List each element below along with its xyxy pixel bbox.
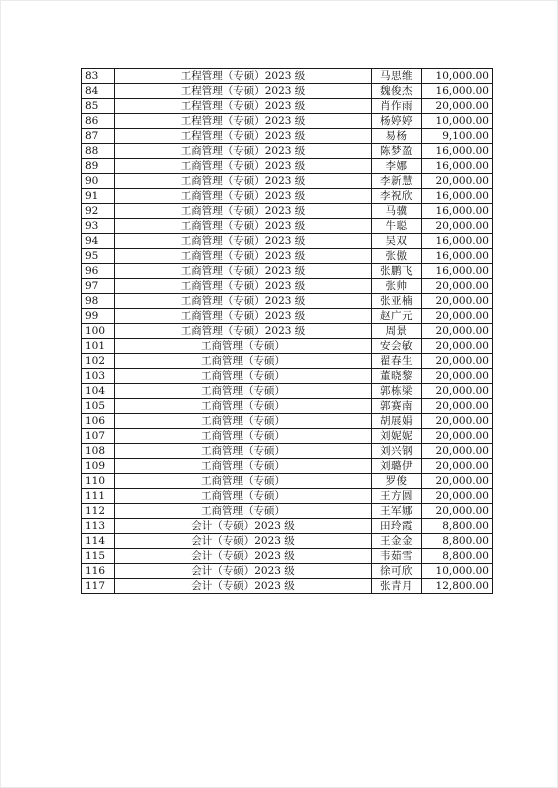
amount-cell: 12,800.00 xyxy=(422,579,493,594)
row-number-cell: 117 xyxy=(82,579,115,594)
row-number-cell: 86 xyxy=(82,114,115,129)
amount-cell: 20,000.00 xyxy=(422,309,493,324)
program-cell: 工商管理（专硕）2023 级 xyxy=(115,204,372,219)
row-number-cell: 90 xyxy=(82,174,115,189)
student-name-cell: 翟春生 xyxy=(372,354,422,369)
student-name-cell: 安会敏 xyxy=(372,339,422,354)
amount-cell: 16,000.00 xyxy=(422,249,493,264)
table-row xyxy=(82,189,493,204)
table-row xyxy=(82,474,493,489)
student-name-cell: 郭栋梁 xyxy=(372,384,422,399)
row-number-cell: 116 xyxy=(82,564,115,579)
amount-cell: 20,000.00 xyxy=(422,489,493,504)
table-row xyxy=(82,414,493,429)
table-row xyxy=(82,159,493,174)
table-row xyxy=(82,114,493,129)
table-row xyxy=(82,384,493,399)
amount-cell: 20,000.00 xyxy=(422,279,493,294)
program-cell: 工商管理（专硕） xyxy=(115,504,372,519)
row-number-cell: 89 xyxy=(82,159,115,174)
student-name-cell: 罗俊 xyxy=(372,474,422,489)
student-name-cell: 刘妮妮 xyxy=(372,429,422,444)
row-number-cell: 106 xyxy=(82,414,115,429)
program-cell: 工商管理（专硕） xyxy=(115,489,372,504)
amount-cell: 20,000.00 xyxy=(422,99,493,114)
amount-cell: 8,800.00 xyxy=(422,534,493,549)
row-number-cell: 87 xyxy=(82,129,115,144)
student-name-cell: 马骥 xyxy=(372,204,422,219)
amount-cell: 16,000.00 xyxy=(422,234,493,249)
row-number-cell: 112 xyxy=(82,504,115,519)
program-cell: 工商管理（专硕）2023 级 xyxy=(115,234,372,249)
program-cell: 工商管理（专硕）2023 级 xyxy=(115,174,372,189)
table-row xyxy=(82,549,493,564)
row-number-cell: 104 xyxy=(82,384,115,399)
table-row xyxy=(82,399,493,414)
table-row xyxy=(82,84,493,99)
amount-cell: 20,000.00 xyxy=(422,429,493,444)
row-number-cell: 102 xyxy=(82,354,115,369)
amount-cell: 20,000.00 xyxy=(422,474,493,489)
table-row xyxy=(82,264,493,279)
table-row xyxy=(82,294,493,309)
student-name-cell: 肖作雨 xyxy=(372,99,422,114)
student-name-cell: 刘兴钢 xyxy=(372,444,422,459)
program-cell: 会计（专硕）2023 级 xyxy=(115,549,372,564)
student-name-cell: 李娜 xyxy=(372,159,422,174)
program-cell: 工程管理（专硕）2023 级 xyxy=(115,129,372,144)
program-cell: 工商管理（专硕） xyxy=(115,369,372,384)
program-cell: 会计（专硕）2023 级 xyxy=(115,534,372,549)
table-row xyxy=(82,144,493,159)
student-name-cell: 王方圆 xyxy=(372,489,422,504)
row-number-cell: 96 xyxy=(82,264,115,279)
table-row xyxy=(82,324,493,339)
student-name-cell: 陈梦盈 xyxy=(372,144,422,159)
row-number-cell: 107 xyxy=(82,429,115,444)
program-cell: 工商管理（专硕） xyxy=(115,444,372,459)
table-row xyxy=(82,309,493,324)
program-cell: 工商管理（专硕）2023 级 xyxy=(115,264,372,279)
student-name-cell: 张青月 xyxy=(372,579,422,594)
table-row xyxy=(82,339,493,354)
row-number-cell: 98 xyxy=(82,294,115,309)
amount-cell: 20,000.00 xyxy=(422,399,493,414)
amount-cell: 16,000.00 xyxy=(422,159,493,174)
row-number-cell: 105 xyxy=(82,399,115,414)
row-number-cell: 84 xyxy=(82,84,115,99)
row-number-cell: 108 xyxy=(82,444,115,459)
row-number-cell: 91 xyxy=(82,189,115,204)
amount-cell: 16,000.00 xyxy=(422,264,493,279)
amount-cell: 20,000.00 xyxy=(422,459,493,474)
row-number-cell: 83 xyxy=(82,69,115,84)
student-name-cell: 董晓黎 xyxy=(372,369,422,384)
table-row xyxy=(82,279,493,294)
student-name-cell: 张帅 xyxy=(372,279,422,294)
amount-cell: 9,100.00 xyxy=(422,129,493,144)
table-row xyxy=(82,249,493,264)
amount-cell: 20,000.00 xyxy=(422,174,493,189)
table-row xyxy=(82,354,493,369)
student-name-cell: 徐可欣 xyxy=(372,564,422,579)
row-number-cell: 110 xyxy=(82,474,115,489)
table-row xyxy=(82,69,493,84)
program-cell: 工商管理（专硕）2023 级 xyxy=(115,219,372,234)
program-cell: 工商管理（专硕） xyxy=(115,354,372,369)
program-cell: 工商管理（专硕）2023 级 xyxy=(115,324,372,339)
row-number-cell: 88 xyxy=(82,144,115,159)
amount-cell: 20,000.00 xyxy=(422,294,493,309)
student-name-cell: 马思维 xyxy=(372,69,422,84)
row-number-cell: 103 xyxy=(82,369,115,384)
amount-cell: 20,000.00 xyxy=(422,369,493,384)
table-row xyxy=(82,459,493,474)
student-name-cell: 张傲 xyxy=(372,249,422,264)
program-cell: 工商管理（专硕） xyxy=(115,339,372,354)
program-cell: 工程管理（专硕）2023 级 xyxy=(115,84,372,99)
student-name-cell: 刘璐伊 xyxy=(372,459,422,474)
row-number-cell: 97 xyxy=(82,279,115,294)
program-cell: 工商管理（专硕） xyxy=(115,474,372,489)
table-row xyxy=(82,564,493,579)
amount-cell: 10,000.00 xyxy=(422,564,493,579)
table-row xyxy=(82,204,493,219)
amount-cell: 16,000.00 xyxy=(422,144,493,159)
student-name-cell: 王金金 xyxy=(372,534,422,549)
table-row xyxy=(82,444,493,459)
student-name-cell: 李新慧 xyxy=(372,174,422,189)
program-cell: 工程管理（专硕）2023 级 xyxy=(115,69,372,84)
row-number-cell: 115 xyxy=(82,549,115,564)
table-row xyxy=(82,234,493,249)
table-row xyxy=(82,129,493,144)
student-name-cell: 魏俊杰 xyxy=(372,84,422,99)
amount-cell: 20,000.00 xyxy=(422,384,493,399)
amount-cell: 16,000.00 xyxy=(422,84,493,99)
program-cell: 工商管理（专硕） xyxy=(115,429,372,444)
row-number-cell: 114 xyxy=(82,534,115,549)
amount-cell: 16,000.00 xyxy=(422,204,493,219)
program-cell: 工商管理（专硕）2023 级 xyxy=(115,249,372,264)
program-cell: 会计（专硕）2023 级 xyxy=(115,564,372,579)
student-name-cell: 易杨 xyxy=(372,129,422,144)
row-number-cell: 101 xyxy=(82,339,115,354)
table-row xyxy=(82,99,493,114)
program-cell: 工商管理（专硕）2023 级 xyxy=(115,189,372,204)
program-cell: 工商管理（专硕）2023 级 xyxy=(115,279,372,294)
student-name-cell: 牛聪 xyxy=(372,219,422,234)
student-name-cell: 李祝欣 xyxy=(372,189,422,204)
row-number-cell: 111 xyxy=(82,489,115,504)
student-name-cell: 杨婷婷 xyxy=(372,114,422,129)
table-row xyxy=(82,534,493,549)
program-cell: 会计（专硕）2023 级 xyxy=(115,519,372,534)
row-number-cell: 109 xyxy=(82,459,115,474)
amount-cell: 8,800.00 xyxy=(422,519,493,534)
table-row xyxy=(82,504,493,519)
row-number-cell: 100 xyxy=(82,324,115,339)
student-name-cell: 郭赛南 xyxy=(372,399,422,414)
program-cell: 工商管理（专硕） xyxy=(115,384,372,399)
amount-cell: 20,000.00 xyxy=(422,324,493,339)
student-name-cell: 韦茹雪 xyxy=(372,549,422,564)
amount-cell: 8,800.00 xyxy=(422,549,493,564)
student-name-cell: 周景 xyxy=(372,324,422,339)
program-cell: 工商管理（专硕）2023 级 xyxy=(115,144,372,159)
student-name-cell: 张亚楠 xyxy=(372,294,422,309)
program-cell: 工商管理（专硕）2023 级 xyxy=(115,294,372,309)
table-row xyxy=(82,489,493,504)
row-number-cell: 95 xyxy=(82,249,115,264)
program-cell: 工程管理（专硕）2023 级 xyxy=(115,114,372,129)
student-name-cell: 王军娜 xyxy=(372,504,422,519)
amount-cell: 10,000.00 xyxy=(422,69,493,84)
program-cell: 工程管理（专硕）2023 级 xyxy=(115,99,372,114)
program-cell: 工商管理（专硕）2023 级 xyxy=(115,309,372,324)
row-number-cell: 94 xyxy=(82,234,115,249)
student-name-cell: 赵广元 xyxy=(372,309,422,324)
amount-cell: 20,000.00 xyxy=(422,339,493,354)
row-number-cell: 93 xyxy=(82,219,115,234)
program-cell: 工商管理（专硕） xyxy=(115,399,372,414)
amount-cell: 16,000.00 xyxy=(422,189,493,204)
row-number-cell: 92 xyxy=(82,204,115,219)
student-name-cell: 胡展娟 xyxy=(372,414,422,429)
amount-cell: 20,000.00 xyxy=(422,504,493,519)
amount-cell: 20,000.00 xyxy=(422,219,493,234)
row-number-cell: 113 xyxy=(82,519,115,534)
table-row xyxy=(82,219,493,234)
program-cell: 工商管理（专硕） xyxy=(115,459,372,474)
table-row xyxy=(82,429,493,444)
table-row xyxy=(82,579,493,594)
row-number-cell: 99 xyxy=(82,309,115,324)
table-row xyxy=(82,174,493,189)
student-name-cell: 吴双 xyxy=(372,234,422,249)
table-row xyxy=(82,369,493,384)
table-row xyxy=(82,519,493,534)
amount-cell: 20,000.00 xyxy=(422,414,493,429)
amount-cell: 20,000.00 xyxy=(422,354,493,369)
amount-cell: 20,000.00 xyxy=(422,444,493,459)
row-number-cell: 85 xyxy=(82,99,115,114)
table-body xyxy=(82,69,493,594)
scholarship-table xyxy=(81,68,493,594)
program-cell: 工商管理（专硕）2023 级 xyxy=(115,159,372,174)
student-name-cell: 田玲霞 xyxy=(372,519,422,534)
program-cell: 工商管理（专硕） xyxy=(115,414,372,429)
student-name-cell: 张鹏飞 xyxy=(372,264,422,279)
amount-cell: 10,000.00 xyxy=(422,114,493,129)
program-cell: 会计（专硕）2023 级 xyxy=(115,579,372,594)
